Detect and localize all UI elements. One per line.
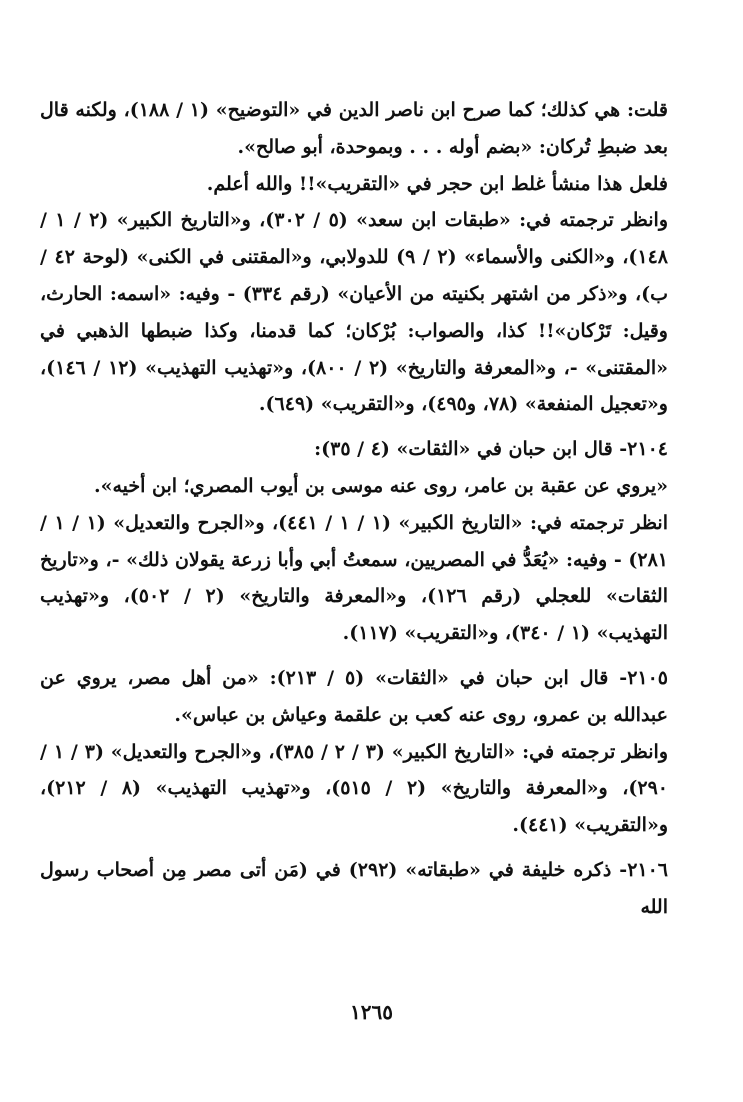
- entry-2104-references: انظر ترجمته في: «التاريخ الكبير» (١ / ١ / ٤٤١)، و«الجرح والتعديل» (١ / ١ / ٢٨١) - وفيه: «يُعَدُّ في المصريين، سمعتُ أبي وأبا زرعة يقولان ذلك» -، و«تاريخ الثقات» للعجلي (رقم ١٢٦)، و«المعرفة والتاريخ» (٢ / ٥٠٢)، و«تهذيب التهذيب» (١ / ٣٤٠)، و«التقريب» (١١٧).: [40, 511, 668, 645]
- paragraph-remark: فلعل هذا منشأ غلط ابن حجر في «التقريب»!! والله أعلم.: [206, 172, 668, 195]
- entry-2104-heading: ٢١٠٤- قال ابن حبان في «الثقات» (٤ / ٣٥):: [314, 438, 668, 461]
- page-number: ١٢٦٥: [350, 1000, 393, 1024]
- paragraph-note: قلت: هي كذلك؛ كما صرح ابن ناصر الدين في «التوضيح» (١ / ١٨٨)، ولكنه قال بعد ضبطِ تُركان: «بضم أوله . . . وبموحدة، أبو صالح».: [40, 99, 669, 158]
- entry-2105-heading: ٢١٠٥- قال ابن حبان في «الثقات» (٥ / ٢١٣): «من أهل مصر، يروي عن عبدالله بن عمرو، روى عنه كعب بن علقمة وعياش بن عباس».: [40, 666, 669, 726]
- entry-2104-quote: «يروي عن عقبة بن عامر، روى عنه موسى بن أيوب المصري؛ ابن أخيه».: [93, 474, 668, 497]
- entry-2105-references: وانظر ترجمته في: «التاريخ الكبير» (٣ / ٢ / ٣٨٥)، و«الجرح والتعديل» (٣ / ١ / ٢٩٠)، و«المعرفة والتاريخ» (٢ / ٥١٥)، و«تهذيب التهذيب» (٨ / ٢١٢)، و«التقريب» (٤٤١).: [40, 740, 668, 837]
- entry-2106-heading: ٢١٠٦- ذكره خليفة في «طبقاته» (٢٩٢) في (مَن أتى مصر مِن أصحاب رسول الله: [40, 858, 669, 918]
- paragraph-references: وانظر ترجمته في: «طبقات ابن سعد» (٥ / ٣٠٢)، و«التاريخ الكبير» (٢ / ١ / ١٤٨)، و«الكنى والأسماء» (٢ / ٩) للدولابي، و«المقتنى في الكنى» (لوحة ٤٢ / ب)، و«ذكر من اشتهر بكنيته من الأعيان» (رقم ٣٣٤) - وفيه: «اسمه: الحارث، وقيل: تَرْكان»!! كذا، والصواب: بُرْكان؛ كما قدمنا، وكذا ضبطها الذهبي في «المقتنى» -، و«المعرفة والتاريخ» (٢ / ٨٠٠)، و«تهذيب التهذيب» (١٢ / ١٤٦)، و«تعجيل المنفعة» (٧٨، و٤٩٥)، و«التقريب» (٦٤٩).: [40, 209, 669, 416]
- main-text: [40, 92, 668, 926]
